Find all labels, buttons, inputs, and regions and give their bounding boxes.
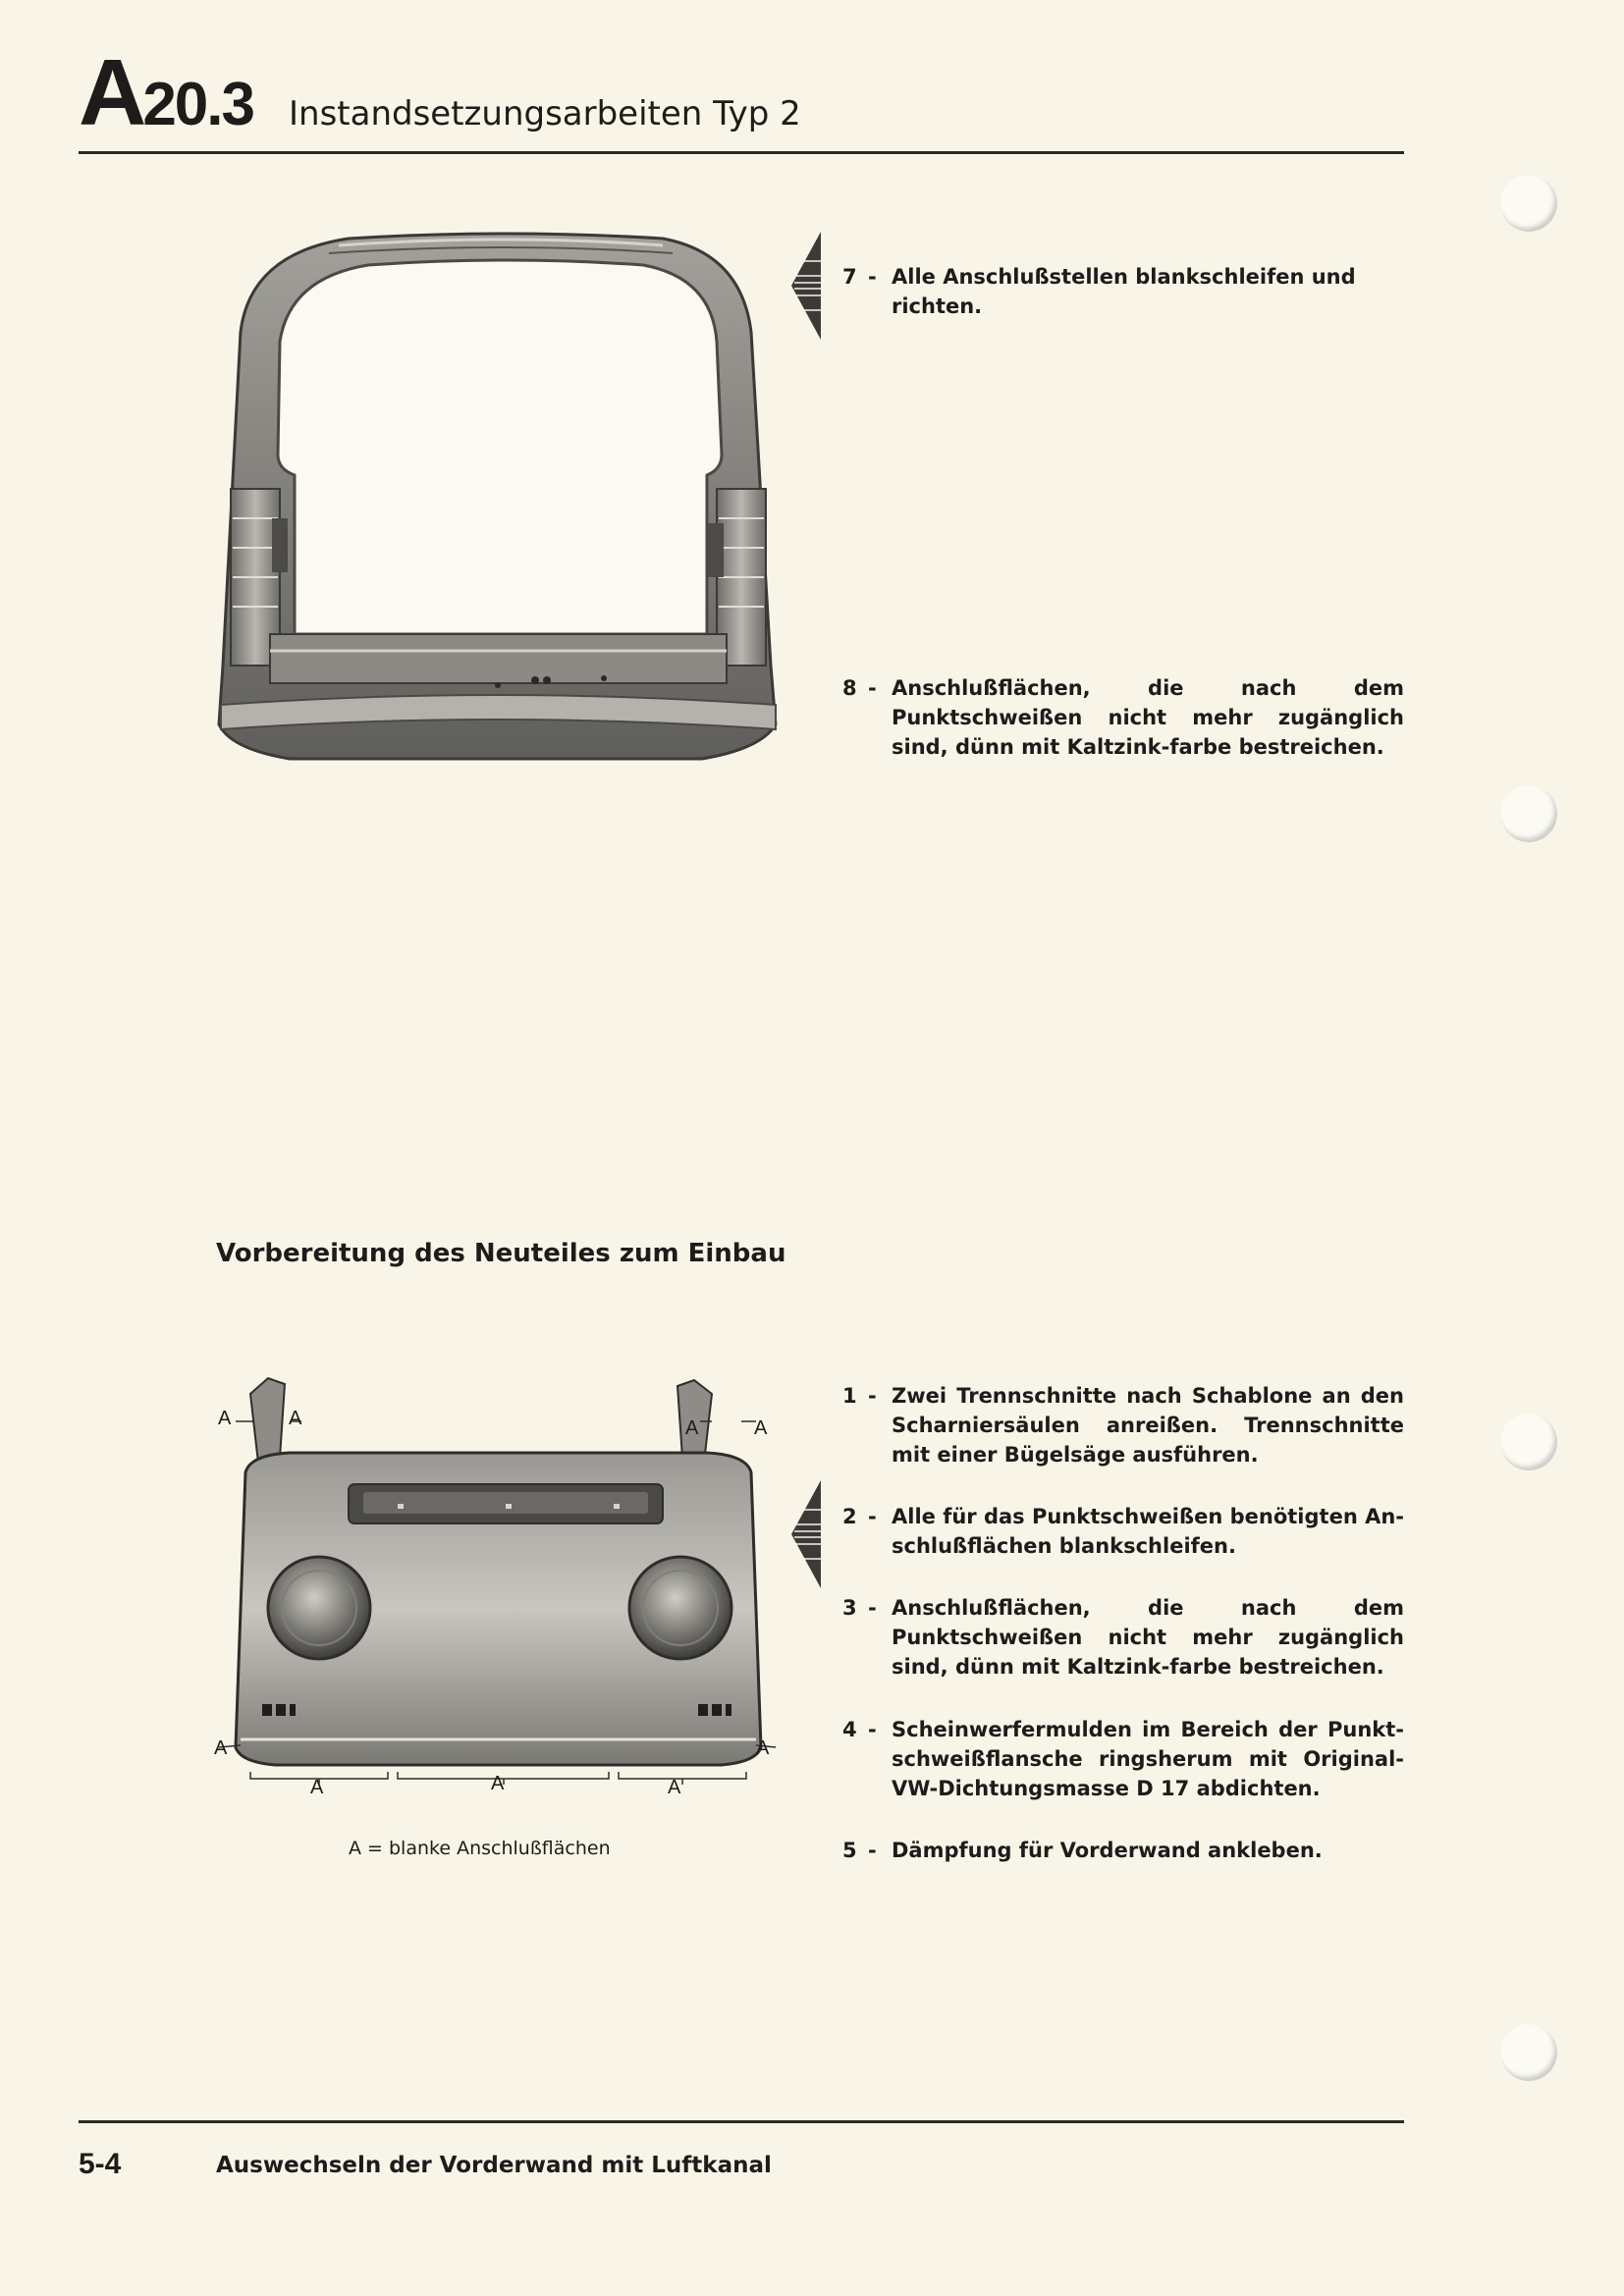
step-text: Anschlußflächen, die nach dem Punktschweißen nicht mehr zugänglich sind, dünn mit Kaltzink-farbe bestreichen. <box>892 676 1404 759</box>
step-dash: - <box>868 1596 877 1620</box>
header-title: Instandsetzungsarbeiten Typ 2 <box>289 94 801 133</box>
punch-hole <box>1500 1414 1557 1470</box>
section-number: 20.3 <box>142 71 253 138</box>
step-text: Scheinwerfermulden im Bereich der Punkt-schweißflansche ringsherum mit Original-VW-Dichtungsmasse D 17 abdichten. <box>892 1718 1404 1800</box>
punch-hole <box>1500 2024 1557 2081</box>
page-header <box>79 39 1404 157</box>
step-number: 5 <box>842 1839 857 1862</box>
page-number: 5-4 <box>79 2148 122 2180</box>
figure-label: A <box>668 1777 681 1798</box>
step-number: 7 <box>842 265 857 289</box>
figure-label: A <box>754 1417 768 1439</box>
section-heading: Vorbereitung des Neuteiles zum Einbau <box>216 1239 786 1268</box>
figure-label: A <box>491 1773 505 1794</box>
step-dash: - <box>868 1839 877 1862</box>
punch-hole <box>1500 175 1557 232</box>
step-number: 2 <box>842 1505 857 1528</box>
step-text: Alle Anschlußstellen blankschleifen und richten. <box>892 265 1356 318</box>
figure-front-panel <box>211 1374 785 1806</box>
step-number: 3 <box>842 1596 857 1620</box>
step-dash: - <box>868 676 877 700</box>
footer-title: Auswechseln der Vorderwand mit Luftkanal <box>216 2153 772 2178</box>
arrow-left-icon <box>791 232 821 340</box>
figure-label: A <box>310 1777 324 1798</box>
punch-hole <box>1500 785 1557 842</box>
step-dash: - <box>868 1384 877 1408</box>
step-text: Anschlußflächen, die nach dem Punktschweißen nicht mehr zugänglich sind, dünn mit Kaltzink-farbe bestreichen. <box>892 1596 1404 1679</box>
step-dash: - <box>868 1718 877 1741</box>
step-number: 1 <box>842 1384 857 1408</box>
section-code <box>79 39 253 147</box>
figure-label: A <box>218 1408 232 1429</box>
step-dash: - <box>868 265 877 289</box>
figure-label: A <box>756 1737 770 1759</box>
step-dash: - <box>868 1505 877 1528</box>
step-number: 4 <box>842 1718 857 1741</box>
figure-label: A <box>214 1737 228 1759</box>
figure-label: A <box>289 1408 302 1429</box>
step-text: Alle für das Punktschweißen benötigten An-schlußflächen blankschleifen. <box>892 1505 1404 1558</box>
figure-label: A <box>685 1417 699 1439</box>
section-letter: A <box>79 40 143 145</box>
step-number: 8 <box>842 676 857 700</box>
header-rule <box>79 151 1404 154</box>
footer-rule <box>79 2120 1404 2123</box>
figure-caption: A = blanke Anschlußflächen <box>349 1838 611 1859</box>
step-text: Zwei Trennschnitte nach Schablone an den Scharniersäulen anreißen. Trennschnitte mit einer Bügelsäge ausführen. <box>892 1384 1404 1467</box>
step-text: Dämpfung für Vorderwand ankleben. <box>892 1839 1323 1862</box>
arrow-left-icon <box>791 1480 821 1588</box>
figure-rear-frame <box>211 224 785 769</box>
